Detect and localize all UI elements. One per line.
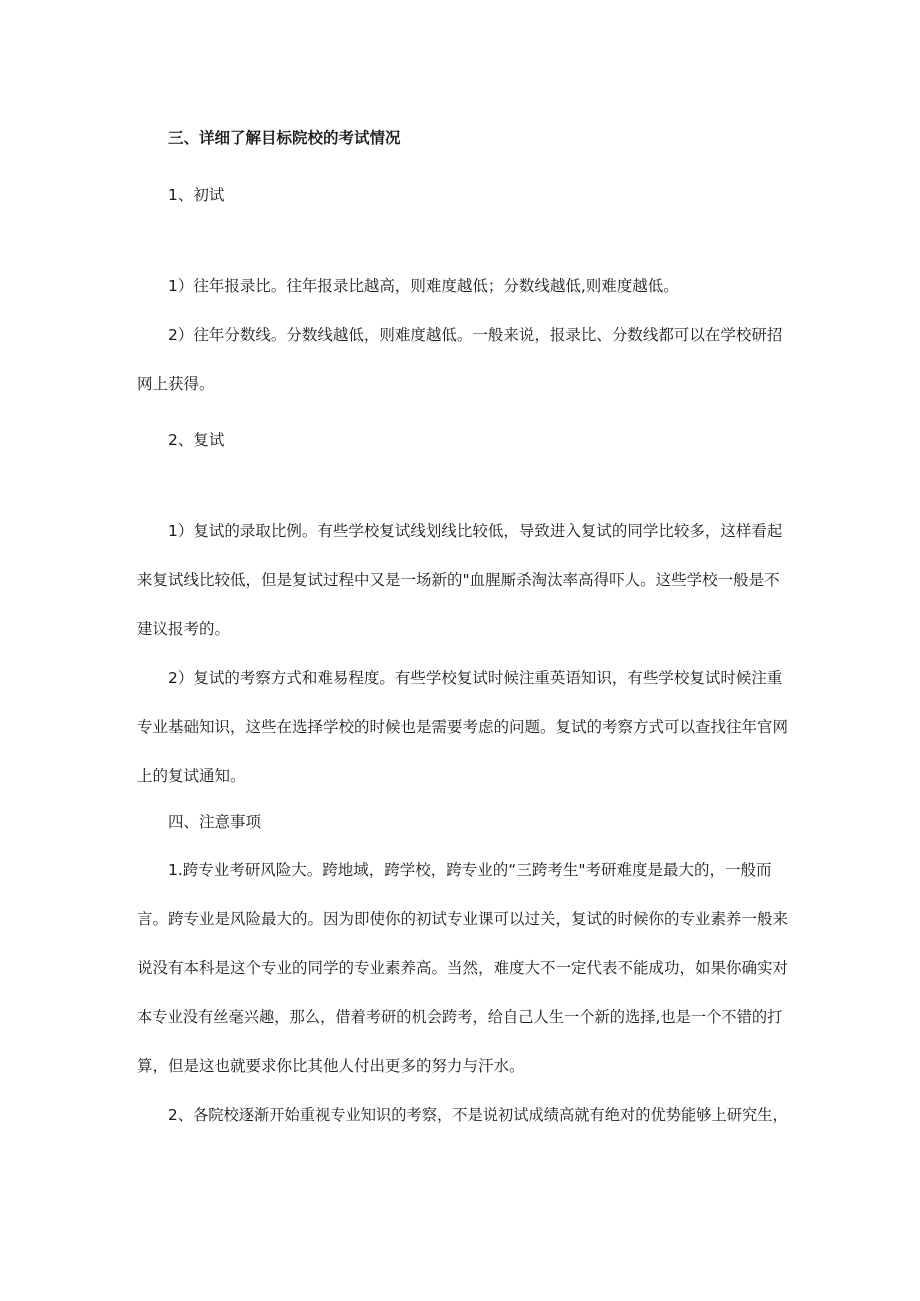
subsection-1-heading: 1、初试: [168, 186, 225, 204]
paragraph-line: 1）复试的录取比例。有些学校复试线划线比较低，导致进入复试的同学比较多，这样看起: [168, 522, 783, 540]
paragraph-line: 本专业没有丝毫兴趣，那么，借着考研的机会跨考，给自己人生一个新的选择,也是一个不错的打: [137, 1008, 783, 1026]
section-3-heading: 三、详细了解目标院校的考试情况: [168, 129, 401, 147]
paragraph-line: 专业基础知识，这些在选择学校的时候也是需要考虑的问题。复试的考察方式可以查找往年官网: [137, 718, 789, 736]
paragraph-line: 1）往年报录比。往年报录比越高，则难度越低；分数线越低,则难度越低。: [168, 277, 679, 295]
paragraph-line: 来复试线比较低，但是复试过程中又是一场新的"血腥厮杀淘汰率高得吓人。这些学校一般是不: [137, 571, 780, 589]
paragraph-line: 2、各院校逐渐开始重视专业知识的考察，不是说初试成绩高就有绝对的优势能够上研究生，: [168, 1106, 788, 1124]
paragraph-line: 上的复试通知。: [137, 767, 246, 785]
paragraph-line: 说没有本科是这个专业的同学的专业素养高。当然，难度大不一定代表不能成功，如果你确实对: [137, 959, 789, 977]
paragraph-line: 2）往年分数线。分数线越低，则难度越低。一般来说，报录比、分数线都可以在学校研招: [168, 326, 783, 344]
subsection-2-heading: 2、复试: [168, 431, 225, 449]
section-4-heading: 四、注意事项: [168, 813, 262, 831]
paragraph-line: 2）复试的考察方式和难易程度。有些学校复试时候注重英语知识，有些学校复试时候注重: [168, 669, 783, 687]
paragraph-line: 1.跨专业考研风险大。跨地域，跨学校，跨专业的“三跨考生"考研难度是最大的，一般而: [168, 861, 772, 879]
paragraph-line: 网上获得。: [137, 375, 215, 393]
paragraph-line: 言。跨专业是风险最大的。因为即使你的初试专业课可以过关，复试的时候你的专业素养一般来: [137, 910, 789, 928]
paragraph-line: 建议报考的。: [137, 620, 231, 638]
paragraph-line: 算，但是这也就要求你比其他人付出更多的努力与汗水。: [137, 1057, 525, 1075]
